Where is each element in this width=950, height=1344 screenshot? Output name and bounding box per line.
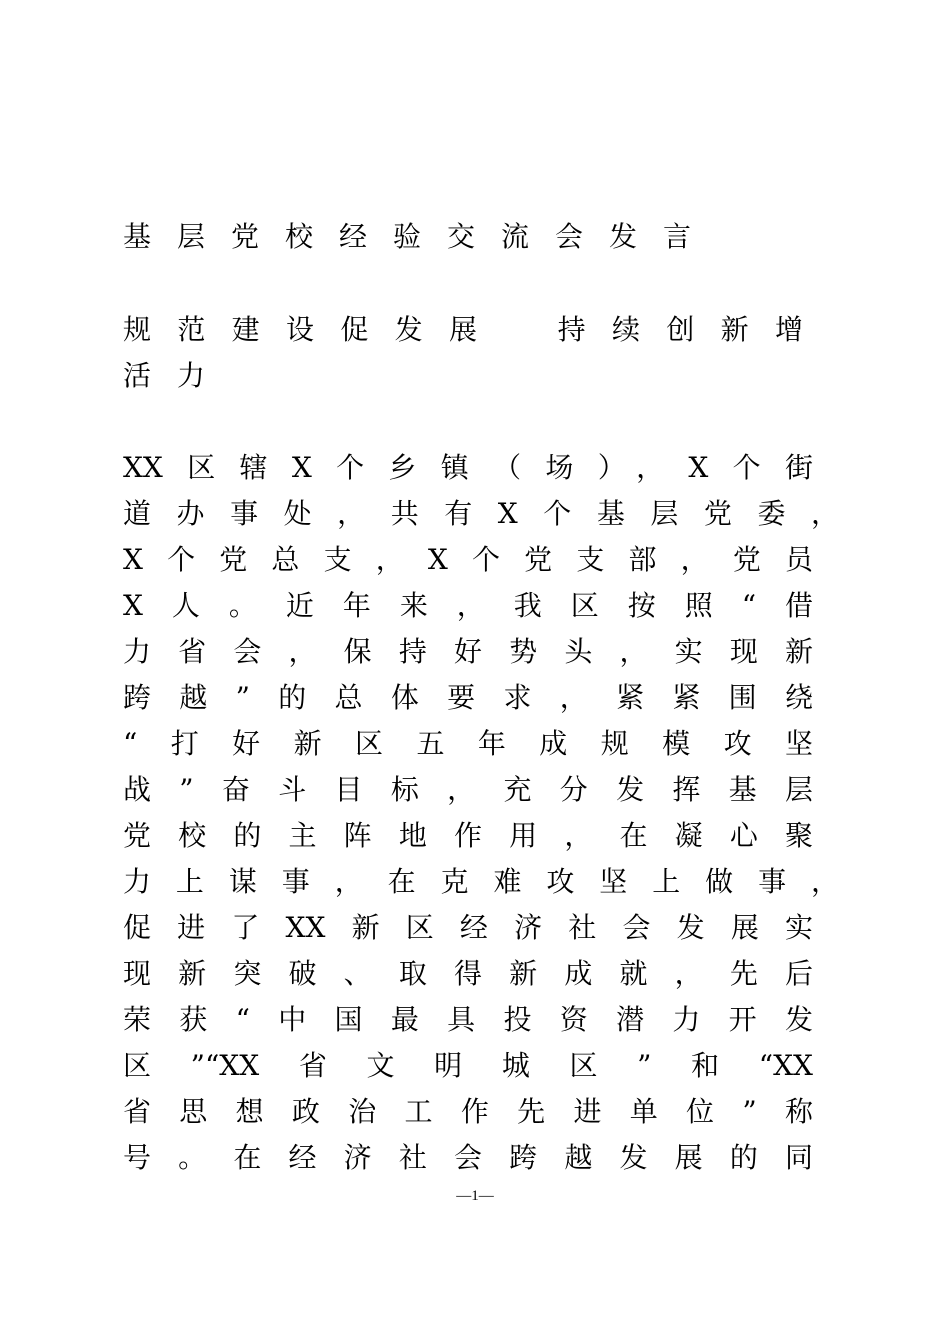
body-line: X个党总支，X个党支部，党员 bbox=[123, 543, 813, 576]
body-line: 促进了XX新区经济社会发展实 bbox=[123, 911, 813, 944]
body-line: 力上谋事，在克难攻坚上做事， bbox=[123, 865, 839, 898]
body-line: 省思想政治工作先进单位”称 bbox=[123, 1095, 813, 1128]
document-title: 基层党校经验交流会发言 bbox=[123, 220, 718, 253]
body-line: 战”奋斗目标，充分发挥基层 bbox=[123, 773, 813, 806]
body-line: 区”“XX省文明城区”和“XX bbox=[123, 1049, 813, 1082]
subtitle-line: 规范建设促发展 持续创新增 bbox=[123, 313, 803, 346]
body-line: 荣获“中国最具投资潜力开发 bbox=[123, 1003, 813, 1036]
page-number: —1— bbox=[456, 1188, 494, 1204]
body-line: 党校的主阵地作用，在凝心聚 bbox=[123, 819, 813, 852]
body-line: 跨越”的总体要求，紧紧围绕 bbox=[123, 681, 813, 714]
body-line: XX区辖X个乡镇（场），X个街 bbox=[123, 451, 813, 484]
body-line: X人。近年来，我区按照“借 bbox=[123, 589, 813, 622]
body-line: “打好新区五年成规模攻坚 bbox=[123, 727, 813, 760]
body-line: 现新突破、取得新成就，先后 bbox=[123, 957, 813, 990]
body-line: 道办事处，共有X个基层党委， bbox=[123, 497, 839, 530]
body-line: 力省会，保持好势头，实现新 bbox=[123, 635, 813, 668]
body-line: 号。在经济社会跨越发展的同 bbox=[123, 1141, 813, 1174]
subtitle-line: 活力 bbox=[123, 359, 232, 392]
